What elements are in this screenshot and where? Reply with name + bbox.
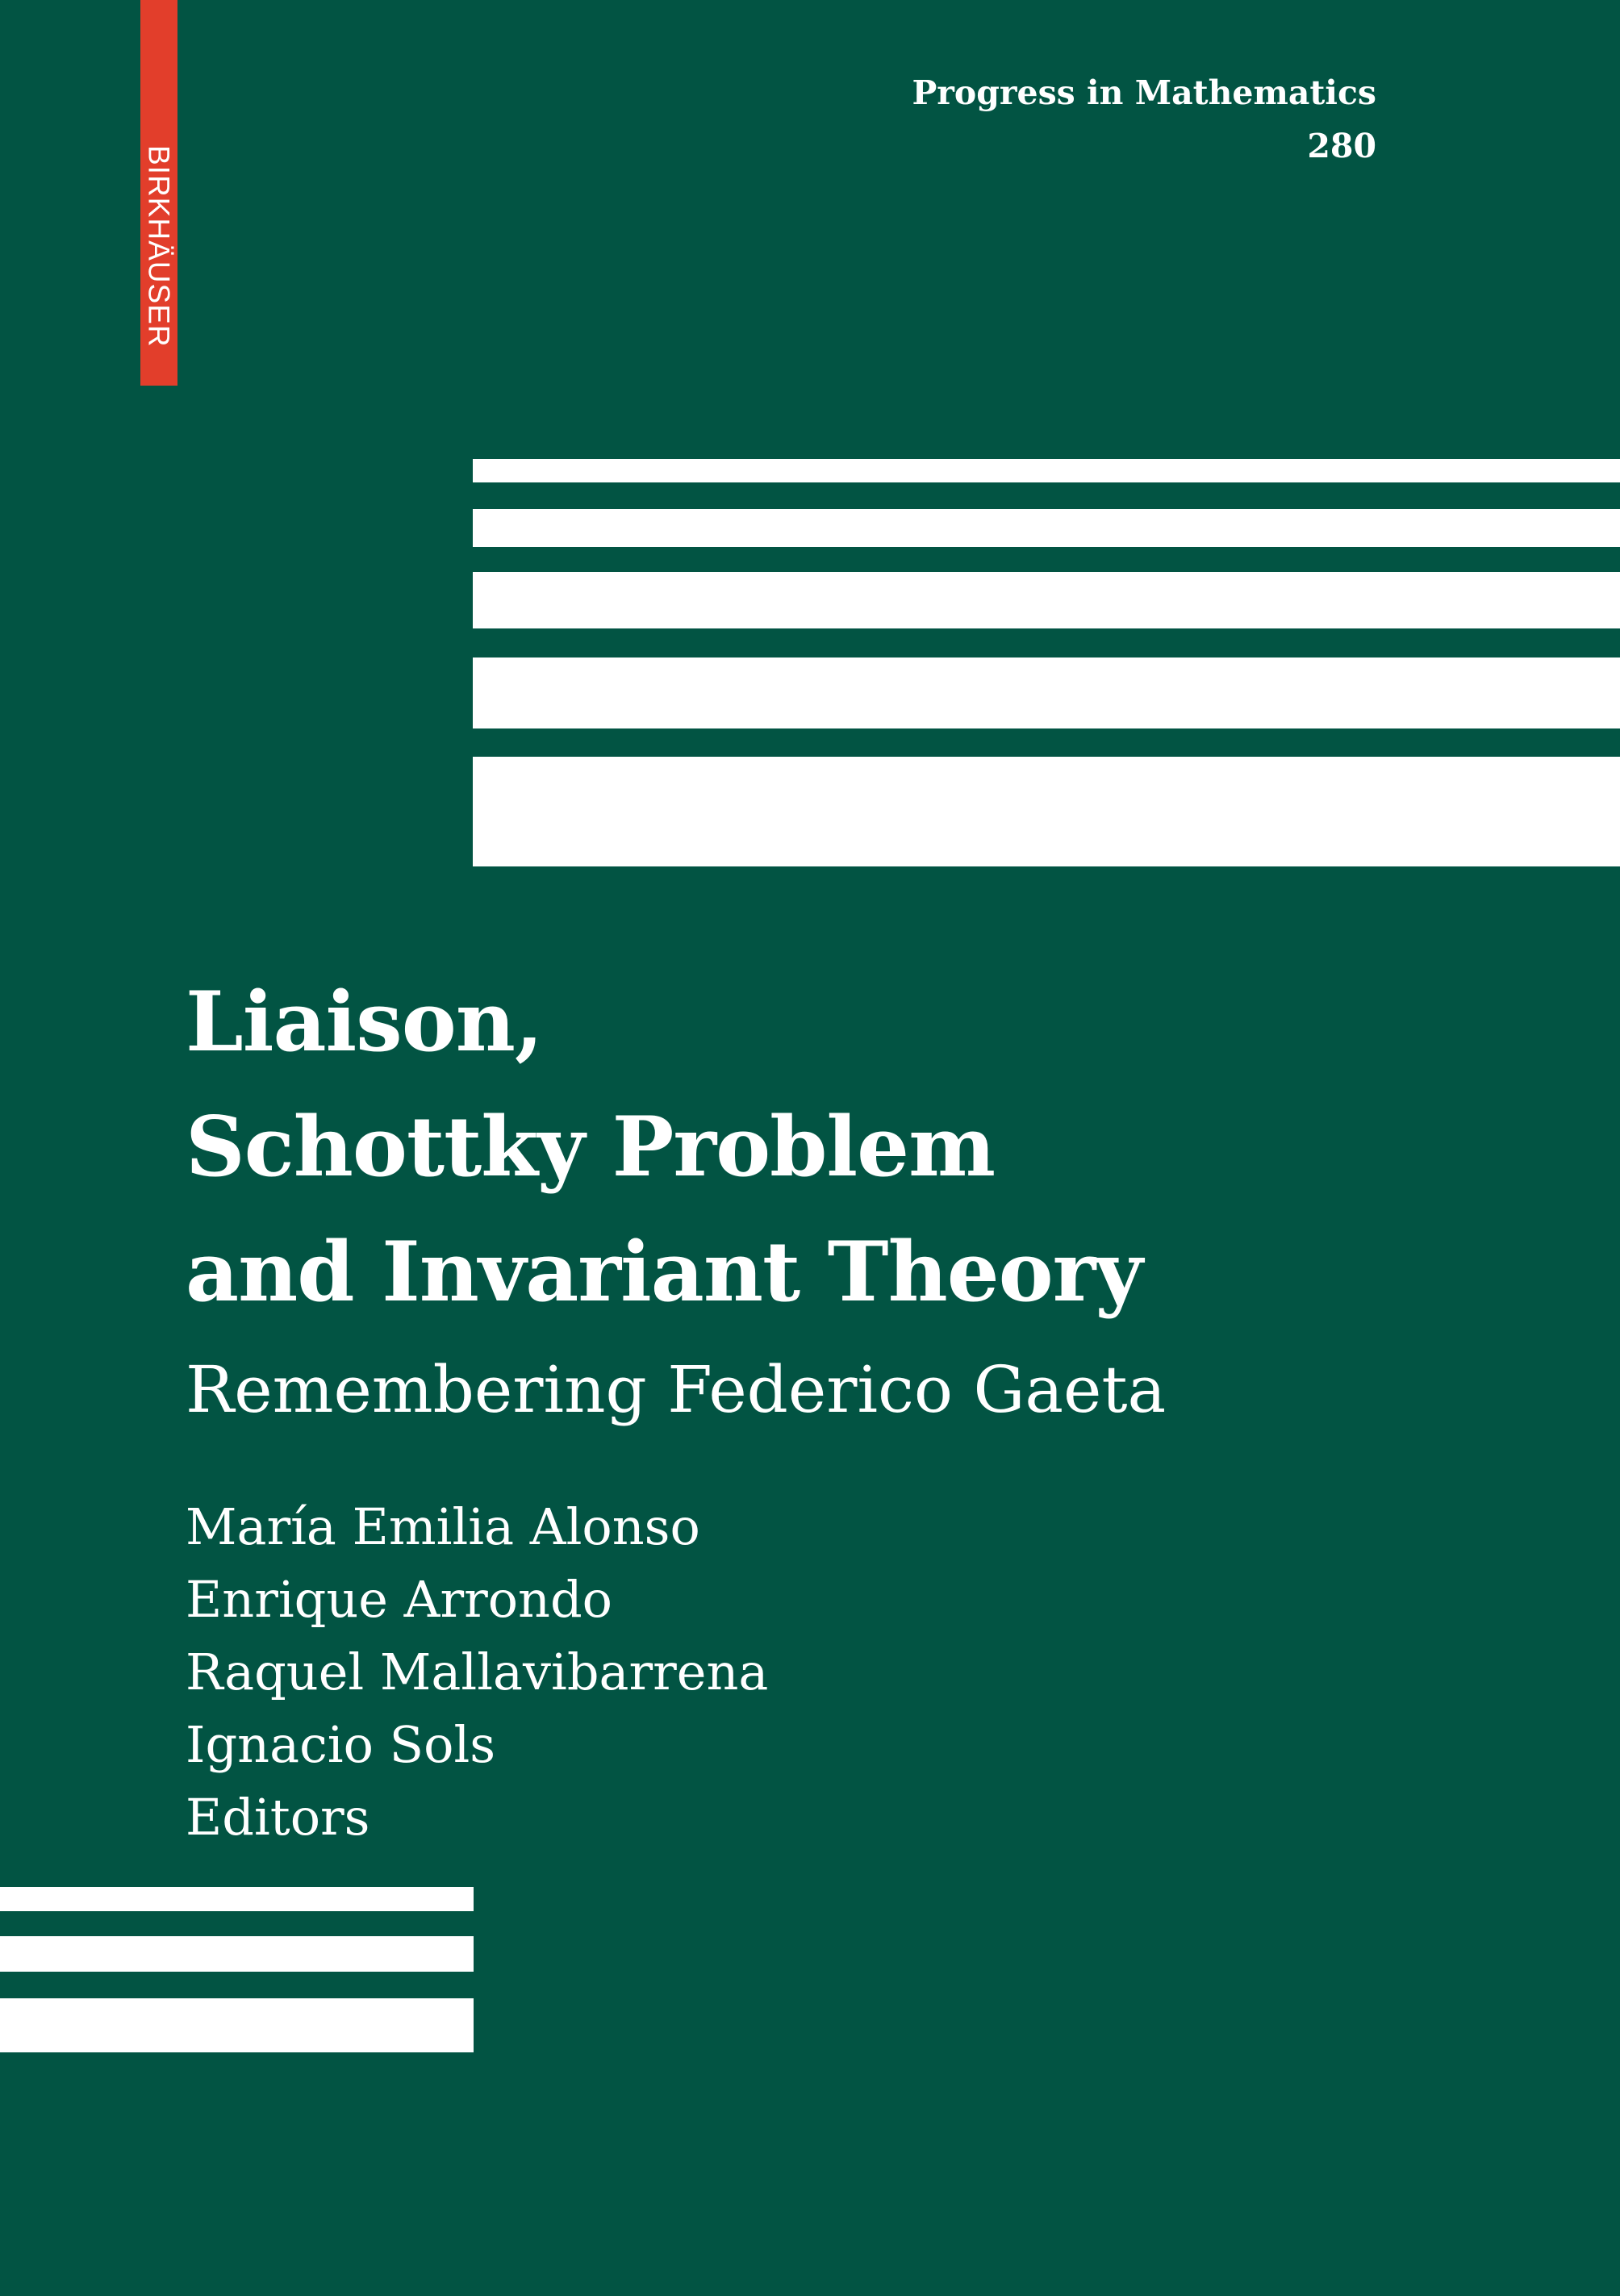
series-info [912, 66, 1376, 173]
decorative-stripe [473, 657, 1620, 728]
editor-name: María Emilia Alonso [186, 1497, 700, 1556]
book-subtitle: Remembering Federico Gaeta [186, 1352, 1167, 1427]
decorative-stripe [0, 1936, 474, 1972]
title-line: Liaison, [186, 974, 543, 1071]
series-number: 280 [1307, 127, 1376, 165]
decorative-stripe [473, 757, 1620, 866]
publisher-name: BIRKHÄUSER [142, 145, 176, 348]
editors-label: Editors [186, 1788, 370, 1847]
editors-list [186, 1491, 768, 1854]
decorative-stripe [473, 572, 1620, 628]
editor-name: Raquel Mallavibarrena [186, 1643, 769, 1701]
book-title [186, 960, 1142, 1335]
decorative-stripe [0, 1887, 474, 1911]
decorative-stripe [473, 459, 1620, 482]
editor-name: Enrique Arrondo [186, 1570, 612, 1629]
series-name: Progress in Mathematics [912, 73, 1376, 112]
decorative-stripe [473, 509, 1620, 547]
title-line: Schottky Problem [186, 1099, 996, 1196]
editor-name: Ignacio Sols [186, 1715, 496, 1774]
title-line: and Invariant Theory [186, 1224, 1142, 1321]
decorative-stripe [0, 1998, 474, 2052]
